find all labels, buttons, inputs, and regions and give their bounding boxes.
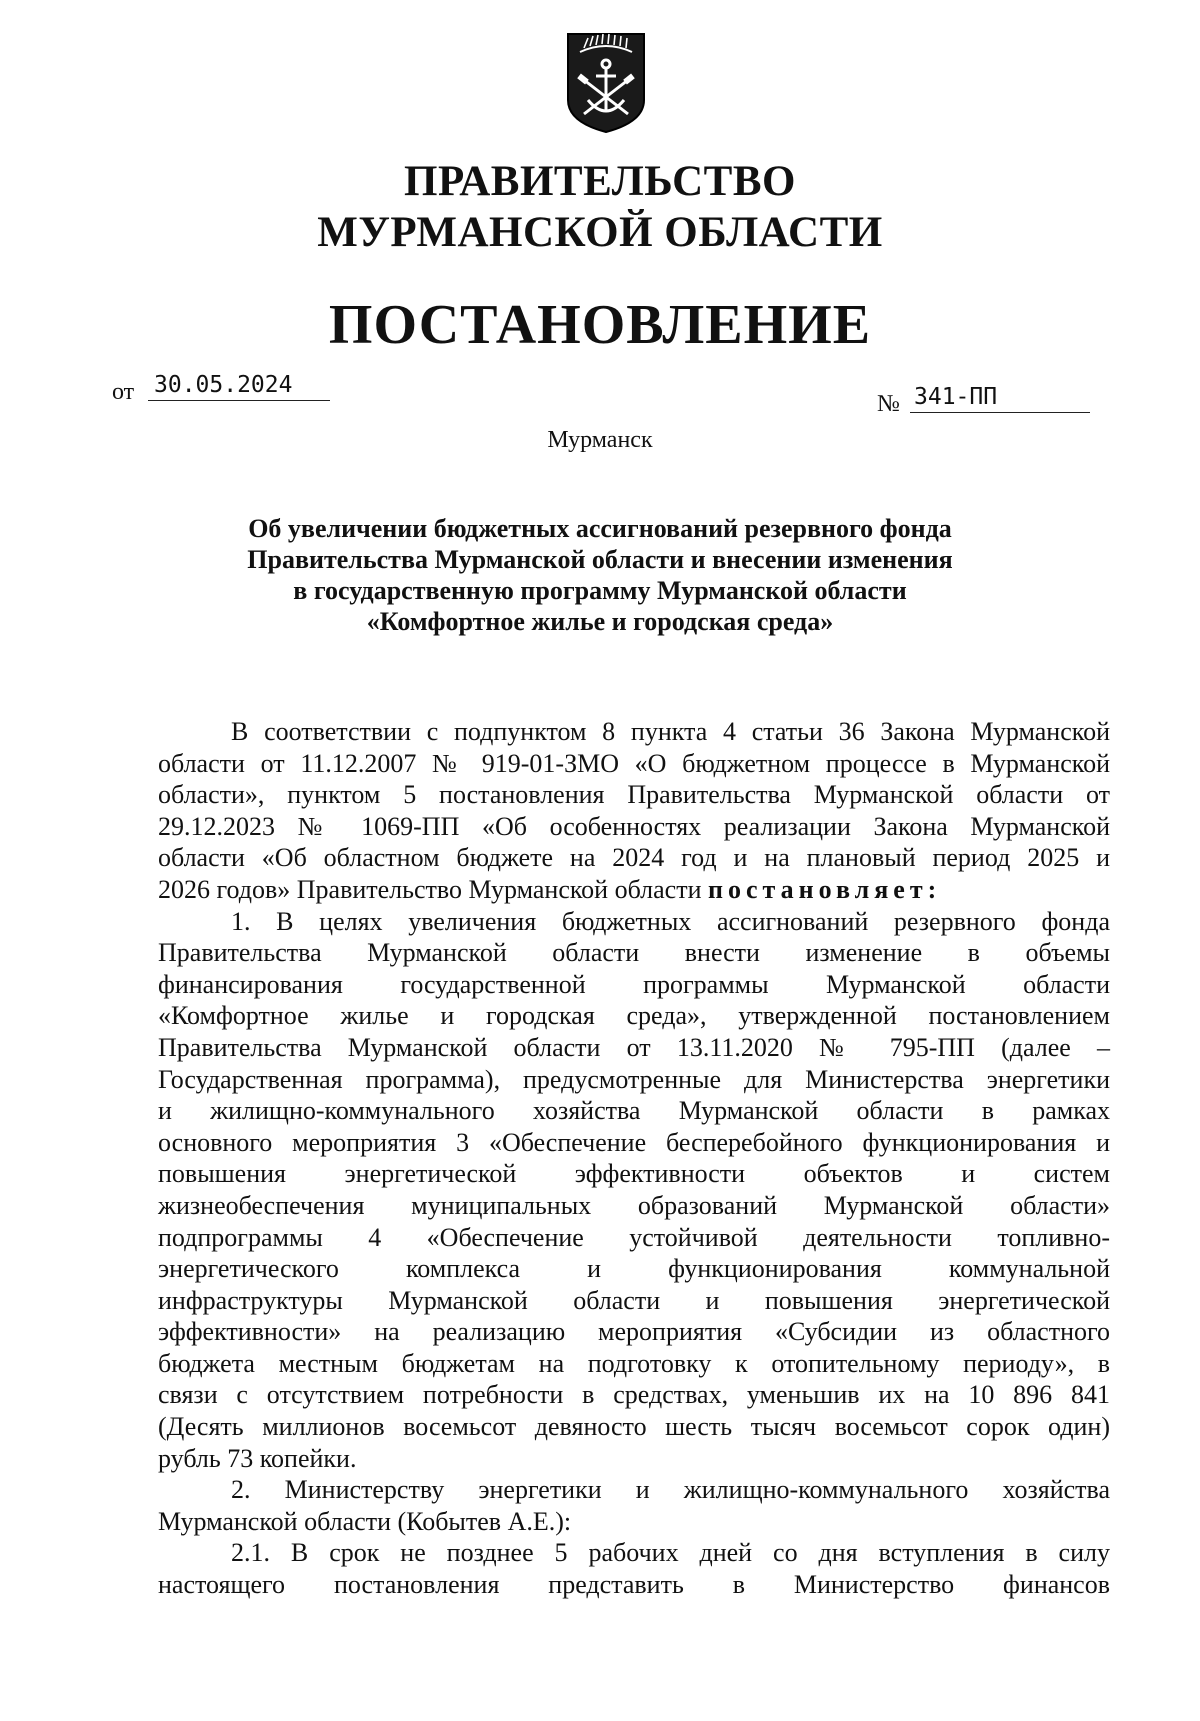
body-line: инфраструктуры Мурманской области и повышения энергетической (158, 1285, 1110, 1315)
document-subject (0, 513, 1200, 637)
city: Мурманск (547, 427, 653, 453)
subject-line: Правительства Мурманской области и внесении изменения (247, 545, 953, 574)
body-line: подпрограммы 4 «Обеспечение устойчивой деятельности топливно- (158, 1222, 1110, 1252)
number-value: 341-ПП (910, 382, 1090, 413)
body-line: основного мероприятия 3 «Обеспечение бесперебойного функционирования и (158, 1127, 1110, 1157)
body-line: 2. Министерству энергетики и жилищно-коммунального хозяйства (231, 1475, 1110, 1505)
body-line: (Десять миллионов восемьсот девяносто шесть тысяч восемьсот сорок один) (158, 1412, 1110, 1442)
body-line: Правительства Мурманской области внести изменение в объемы (158, 938, 1110, 968)
body-line: Правительства Мурманской области от 13.11.2020 № 795-ПП (далее – (158, 1032, 1110, 1062)
body-line: жизнеобеспечения муниципальных образований Мурманской области» (158, 1190, 1110, 1220)
decree-word: постановляет: (708, 874, 942, 904)
date-value: 30.05.2024 (148, 370, 330, 401)
body-line: финансирования государственной программы Мурманской области (158, 969, 1110, 999)
body-line: повышения энергетической эффективности объектов и систем (158, 1159, 1110, 1189)
date-label: от (112, 379, 135, 405)
body-line: области», пунктом 5 постановления Правительства Мурманской области от (158, 780, 1110, 810)
subject-line: в государственную программу Мурманской области (293, 576, 907, 605)
body-line: 29.12.2023 № 1069-ПП «Об особенностях реализации Закона Мурманской (158, 811, 1110, 841)
body-line: настоящего постановления представить в Министерство финансов (158, 1570, 1110, 1600)
body-line (158, 874, 1110, 906)
document-type: ПОСТАНОВЛЕНИЕ (328, 294, 872, 356)
murmansk-coat-of-arms-icon (564, 30, 648, 134)
body-line: Мурманской области (Кобытев А.Е.): (158, 1506, 572, 1536)
body-line: связи с отсутствием потребности в средствах, уменьшив их на 10 896 841 (158, 1380, 1110, 1410)
body-line: 2.1. В срок не позднее 5 рабочих дней со дня вступления в силу (231, 1538, 1110, 1568)
body-line: энергетического комплекса и функционирования коммунальной (158, 1254, 1110, 1284)
subject-line: «Комфортное жилье и городская среда» (366, 607, 834, 636)
body-line: бюджета местным бюджетам на подготовку к отопительному периоду», в (158, 1348, 1110, 1378)
body-line: 1. В целях увеличения бюджетных ассигнований резервного фонда (231, 906, 1110, 936)
body-line: рубль 73 копейки. (158, 1443, 357, 1473)
number-label: № (877, 391, 900, 417)
region-title: МУРМАНСКОЙ ОБЛАСТИ (317, 209, 883, 256)
body-line: области «Об областном бюджете на 2024 год и на плановый период 2025 и (158, 843, 1110, 873)
body-line: эффективности» на реализацию мероприятия «Субсидии из областного (158, 1317, 1110, 1347)
body-line: Государственная программа), предусмотренные для Министерства энергетики (158, 1064, 1110, 1094)
document-body (158, 716, 1110, 1601)
body-line: «Комфортное жилье и городская среда», утвержденной постановлением (158, 1001, 1110, 1031)
body-line: и жилищно-коммунального хозяйства Мурманской области в рамках (158, 1096, 1110, 1126)
government-title: ПРАВИТЕЛЬСТВО (404, 158, 796, 205)
subject-line: Об увеличении бюджетных ассигнований резервного фонда (248, 514, 952, 543)
body-text: 2026 годов» Правительство Мурманской области (158, 874, 702, 904)
body-line: области от 11.12.2007 № 919-01-ЗМО «О бюджетном процессе в Мурманской (158, 748, 1110, 778)
body-line: В соответствии с подпунктом 8 пункта 4 статьи 36 Закона Мурманской (231, 717, 1110, 746)
